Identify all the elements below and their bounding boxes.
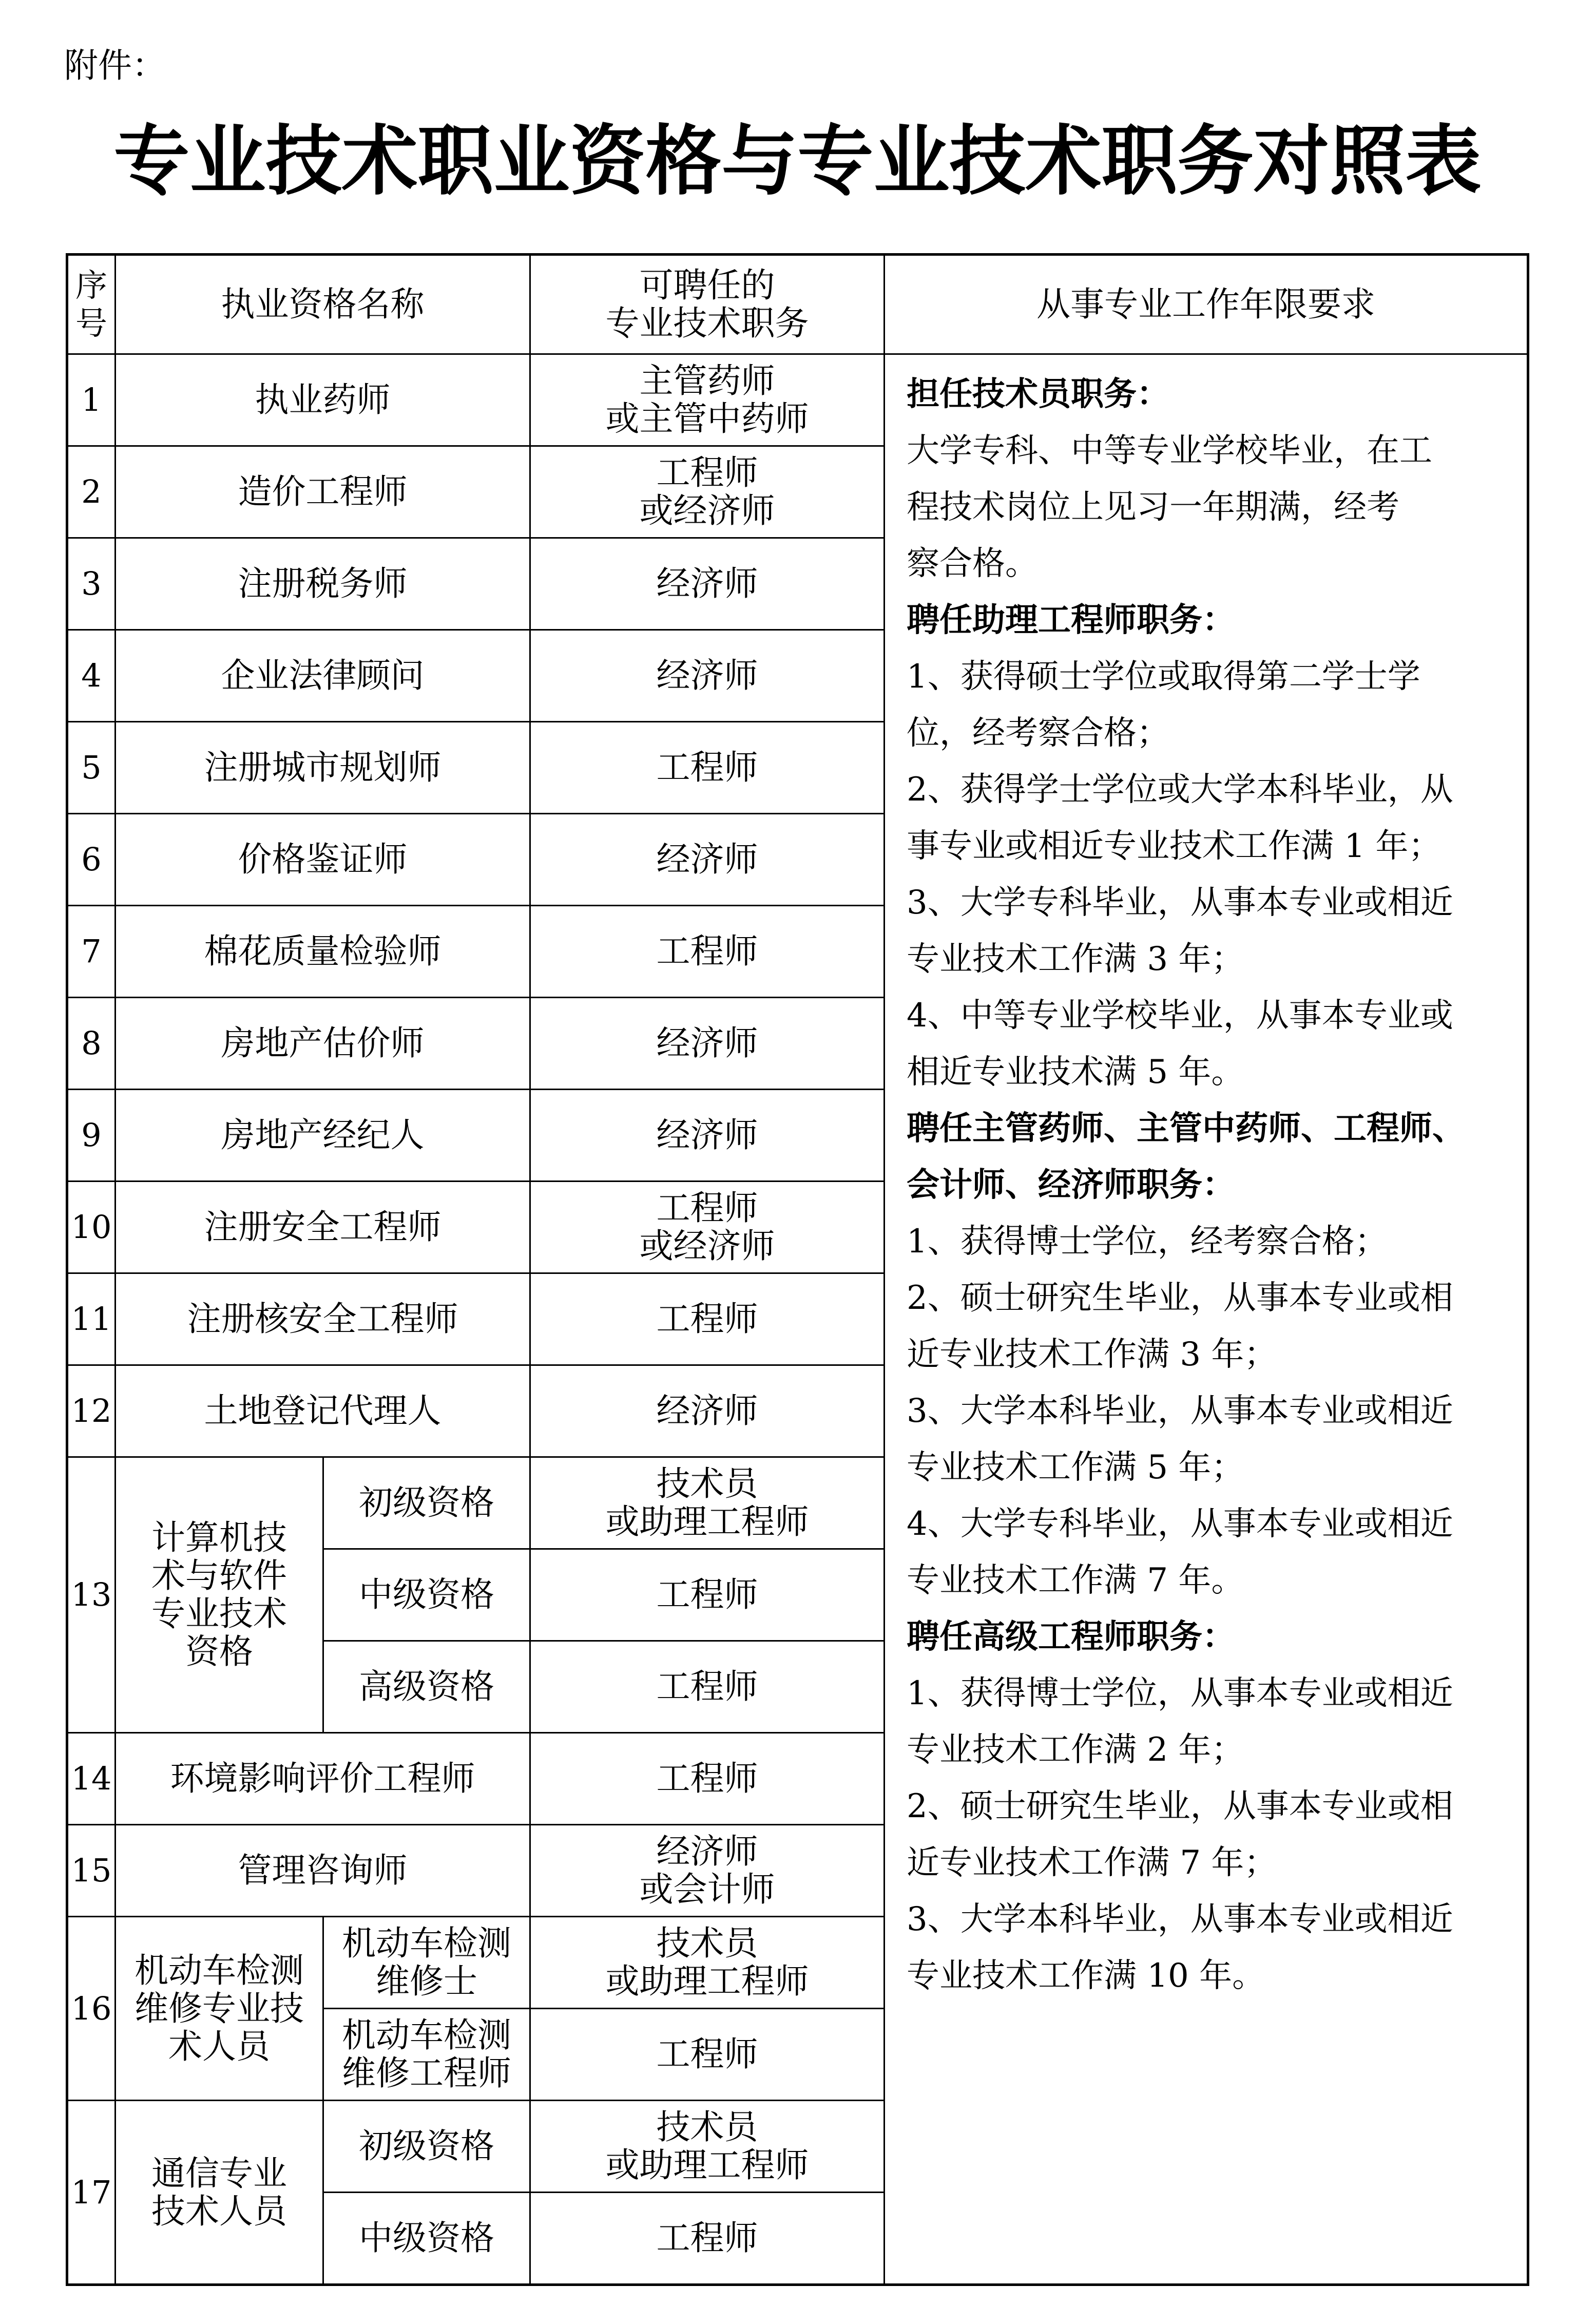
qualification-level: 高级资格 [323,1641,530,1733]
qualification-group: 机动车检测 维修专业技 术人员 [116,1917,323,2101]
row-number: 5 [67,722,116,814]
qualification-group: 通信专业 技术人员 [116,2101,323,2285]
qualification-name: 注册核安全工程师 [116,1273,530,1365]
qualification-name: 注册城市规划师 [116,722,530,814]
position-cell: 工程师 或经济师 [530,1182,885,1273]
requirement-line: 近专业技术工作满 3 年； [907,1336,1277,1374]
qualification-name: 执业药师 [116,354,530,446]
requirement-line: 3、大学本科毕业，从事本专业或相近 [907,1392,1453,1430]
requirement-heading: 聘任高级工程师职务： [907,1618,1235,1656]
row-number: 9 [67,1090,116,1182]
requirement-line: 事专业或相近专业技术工作满 1 年； [907,827,1442,865]
qualification-level: 机动车检测 维修士 [323,1917,530,2009]
header-requirement: 从事专业工作年限要求 [885,255,1528,354]
row-number: 1 [67,354,116,446]
position-cell: 经济师 [530,998,885,1090]
requirement-line: 专业技术工作满 3 年； [907,940,1244,978]
position-cell: 经济师 [530,1365,885,1457]
qualification-level: 机动车检测 维修工程师 [323,2009,530,2101]
position-cell: 工程师 [530,1641,885,1733]
table-row [67,354,1528,446]
qualification-name: 注册安全工程师 [116,1182,530,1273]
requirement-line: 1、获得博士学位，经考察合格； [907,1223,1388,1261]
requirement-line: 1、获得博士学位，从事本专业或相近 [907,1674,1453,1712]
position-cell: 技术员 或助理工程师 [530,1917,885,2009]
header-qualification: 执业资格名称 [116,255,530,354]
requirement-line: 专业技术工作满 2 年； [907,1731,1244,1769]
qualification-level: 初级资格 [323,2101,530,2193]
position-cell: 工程师 [530,722,885,814]
position-cell: 经济师 [530,630,885,722]
row-number: 15 [67,1825,116,1917]
row-number: 17 [67,2101,116,2285]
requirement-line: 1、获得硕士学位或取得第二学士学 [907,658,1420,696]
position-cell: 技术员 或助理工程师 [530,1457,885,1549]
requirement-line: 专业技术工作满 7 年。 [907,1561,1244,1599]
page-title: 专业技术职业资格与专业技术职务对照表 [113,117,1482,205]
qualification-name: 棉花质量检验师 [116,906,530,998]
row-number: 8 [67,998,116,1090]
position-cell: 主管药师 或主管中药师 [530,354,885,446]
qualification-name: 环境影响评价工程师 [116,1733,530,1825]
row-number: 16 [67,1917,116,2101]
requirement-line: 察合格。 [907,545,1038,583]
row-number: 14 [67,1733,116,1825]
requirement-line: 2、硕士研究生毕业，从事本专业或相 [907,1787,1453,1825]
row-number: 4 [67,630,116,722]
requirement-line: 位，经考察合格； [907,714,1169,752]
row-number: 12 [67,1365,116,1457]
position-cell: 经济师 [530,538,885,630]
requirement-line: 程技术岗位上见习一年期满，经考 [907,488,1399,526]
position-cell: 工程师 [530,1549,885,1641]
row-number: 11 [67,1273,116,1365]
row-number: 3 [67,538,116,630]
requirement-line: 近专业技术工作满 7 年； [907,1844,1277,1882]
qualification-name: 管理咨询师 [116,1825,530,1917]
position-cell: 工程师 [530,2009,885,2101]
qualification-name: 企业法律顾问 [116,630,530,722]
qualification-name: 土地登记代理人 [116,1365,530,1457]
qualification-level: 中级资格 [323,1549,530,1641]
requirement-line: 3、大学专科毕业，从事本专业或相近 [907,884,1453,922]
qualification-level: 初级资格 [323,1457,530,1549]
comparison-table [66,253,1529,2286]
row-number: 7 [67,906,116,998]
header-index: 序 号 [67,255,116,354]
position-cell: 工程师 [530,1273,885,1365]
qualification-name: 价格鉴证师 [116,814,530,906]
requirement-line: 专业技术工作满 5 年； [907,1449,1244,1487]
row-number: 13 [67,1457,116,1733]
row-number: 2 [67,446,116,538]
row-number: 6 [67,814,116,906]
position-cell: 经济师 [530,1090,885,1182]
position-cell: 工程师 或经济师 [530,446,885,538]
requirement-line: 专业技术工作满 10 年。 [907,1957,1265,1995]
requirements-cell [885,354,1528,2285]
requirement-line: 2、获得学士学位或大学本科毕业，从 [907,771,1453,809]
qualification-name: 房地产估价师 [116,998,530,1090]
qualification-name: 造价工程师 [116,446,530,538]
position-cell: 技术员 或助理工程师 [530,2101,885,2193]
qualification-level: 中级资格 [323,2193,530,2285]
qualification-name: 房地产经纪人 [116,1090,530,1182]
requirement-heading: 聘任主管药师、主管中药师、工程师、 [907,1110,1465,1148]
requirement-line: 2、硕士研究生毕业，从事本专业或相 [907,1279,1453,1317]
requirement-heading: 聘任助理工程师职务： [907,601,1235,639]
position-cell: 经济师 [530,814,885,906]
header-position: 可聘任的 专业技术职务 [530,255,885,354]
position-cell: 工程师 [530,2193,885,2285]
position-cell: 工程师 [530,906,885,998]
requirement-line: 3、大学本科毕业，从事本专业或相近 [907,1900,1453,1938]
table-header-row [67,255,1528,354]
qualification-name: 注册税务师 [116,538,530,630]
requirement-heading: 担任技术员职务： [907,375,1169,413]
requirement-heading: 会计师、经济师职务： [907,1166,1235,1204]
position-cell: 工程师 [530,1733,885,1825]
qualification-group: 计算机技 术与软件 专业技术 资格 [116,1457,323,1733]
requirement-line: 相近专业技术满 5 年。 [907,1053,1244,1091]
requirement-line: 大学专科、中等专业学校毕业，在工 [907,432,1432,470]
requirement-line: 4、大学专科毕业，从事本专业或相近 [907,1505,1453,1543]
attachment-label: 附件： [64,46,166,85]
position-cell: 经济师 或会计师 [530,1825,885,1917]
row-number: 10 [67,1182,116,1273]
requirement-line: 4、中等专业学校毕业，从事本专业或 [907,997,1453,1035]
